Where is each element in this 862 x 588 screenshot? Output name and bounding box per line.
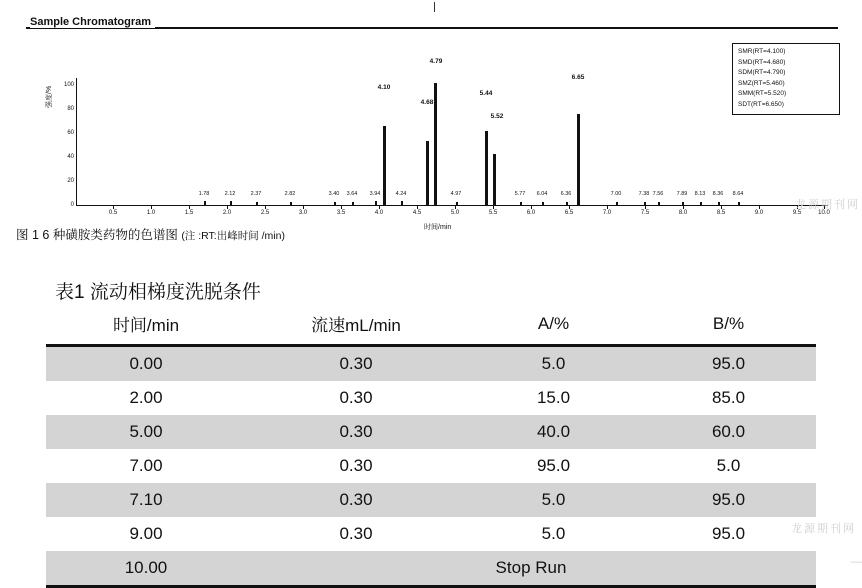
table-row-stop-run bbox=[46, 551, 816, 587]
x-tick: 3.0 bbox=[298, 210, 308, 216]
minor-label: 2.82 bbox=[284, 191, 296, 197]
x-tick: 3.5 bbox=[336, 210, 346, 216]
cell-flow: 0.30 bbox=[339, 456, 373, 475]
cell-a: 5.0 bbox=[466, 346, 641, 382]
cell-flow: 0.30 bbox=[246, 483, 466, 517]
x-tick: 10.0 bbox=[818, 210, 830, 216]
peak-4-68 bbox=[426, 141, 429, 205]
cell-b: 85.0 bbox=[711, 388, 746, 407]
minor-peak bbox=[700, 202, 702, 205]
peak-label-4-10: 4.10 bbox=[377, 84, 391, 91]
watermark-lower: 龙源期刊网 bbox=[791, 523, 856, 535]
peak-area bbox=[76, 78, 828, 205]
minor-peak bbox=[644, 202, 646, 205]
cell-a: 5.0 bbox=[541, 524, 566, 543]
minor-label: 2.12 bbox=[224, 191, 236, 197]
peak-4-10 bbox=[383, 126, 386, 205]
y-tick-0: 0 bbox=[70, 202, 74, 208]
y-tick-80: 80 bbox=[67, 106, 74, 112]
table-row bbox=[46, 483, 816, 517]
x-tick: 2.0 bbox=[222, 210, 232, 216]
x-tick: 0.5 bbox=[108, 210, 118, 216]
column-header-flow: 流速mL/min bbox=[246, 306, 466, 346]
minor-label: 8.13 bbox=[694, 191, 706, 197]
peak-label-6-65: 6.65 bbox=[571, 74, 585, 81]
minor-label: 6.36 bbox=[560, 191, 572, 197]
peak-5-52 bbox=[493, 154, 496, 205]
minor-label: 7.56 bbox=[652, 191, 664, 197]
y-tick-40: 40 bbox=[67, 154, 74, 160]
table-row bbox=[46, 449, 816, 483]
x-tick: 5.0 bbox=[450, 210, 460, 216]
minor-label: 1.78 bbox=[198, 191, 210, 197]
cell-b: 95.0 bbox=[711, 524, 746, 543]
cell-b: 60.0 bbox=[641, 415, 816, 449]
y-tick-20: 20 bbox=[67, 178, 74, 184]
minor-peak bbox=[204, 201, 206, 205]
minor-peak bbox=[658, 202, 660, 205]
legend-item-smz: SMZ(RT=5.460) bbox=[738, 79, 785, 87]
gradient-elution-table bbox=[46, 306, 816, 588]
x-tick: 1.0 bbox=[146, 210, 156, 216]
table-row bbox=[46, 346, 816, 382]
column-header-a: A/% bbox=[466, 306, 641, 346]
cell-time: 7.10 bbox=[46, 483, 246, 517]
minor-peak bbox=[352, 202, 354, 205]
table-row bbox=[46, 415, 816, 449]
cell-flow: 0.30 bbox=[339, 524, 373, 543]
minor-label: 5.77 bbox=[514, 191, 526, 197]
minor-peak bbox=[456, 202, 458, 205]
peak-4-79 bbox=[434, 83, 437, 205]
minor-peak bbox=[256, 202, 258, 205]
x-tick: 7.0 bbox=[602, 210, 612, 216]
chromatogram-title: Sample Chromatogram bbox=[30, 16, 155, 28]
chromatogram-legend bbox=[732, 43, 840, 115]
minor-peak bbox=[334, 202, 336, 205]
legend-item-sdm: SDM(RT=4.790) bbox=[738, 69, 786, 76]
x-tick: 6.5 bbox=[564, 210, 574, 216]
x-tick: 6.0 bbox=[526, 210, 536, 216]
watermark-dash: — bbox=[851, 556, 862, 568]
x-axis-ticks bbox=[76, 206, 832, 220]
table-row bbox=[46, 517, 816, 551]
minor-label: 2.37 bbox=[250, 191, 262, 197]
minor-label: 4.97 bbox=[450, 191, 462, 197]
peak-label-5-52: 5.52 bbox=[490, 113, 504, 120]
cell-stop-run: Stop Run bbox=[246, 551, 816, 587]
chromatogram-plot bbox=[26, 34, 838, 231]
minor-peak bbox=[401, 201, 403, 205]
cell-time: 9.00 bbox=[129, 524, 163, 543]
minor-peak bbox=[616, 202, 618, 205]
minor-peak bbox=[682, 202, 684, 205]
minor-label: 7.38 bbox=[638, 191, 650, 197]
minor-peak bbox=[542, 202, 544, 205]
x-tick: 2.5 bbox=[260, 210, 270, 216]
cell-flow: 0.30 bbox=[339, 388, 373, 407]
page-top-tick bbox=[434, 2, 435, 12]
x-tick: 8.5 bbox=[716, 210, 726, 216]
cell-b: 5.0 bbox=[716, 456, 741, 475]
x-tick: 4.0 bbox=[374, 210, 384, 216]
cell-flow: 0.30 bbox=[246, 346, 466, 382]
legend-item-smd: SMD(RT=4.680) bbox=[738, 58, 786, 66]
cell-a: 15.0 bbox=[536, 388, 571, 407]
cell-time: 10.00 bbox=[46, 551, 246, 587]
minor-label: 8.36 bbox=[712, 191, 724, 197]
minor-peak bbox=[290, 202, 292, 205]
minor-label: 4.24 bbox=[395, 191, 407, 197]
x-tick: 9.0 bbox=[754, 210, 764, 216]
figure-caption-main: 图 1 6 种磺胺类药物的色谱图 bbox=[16, 228, 178, 242]
cell-time: 0.00 bbox=[46, 346, 246, 382]
cell-time: 5.00 bbox=[46, 415, 246, 449]
peak-6-65 bbox=[577, 114, 580, 205]
column-header-b: B/% bbox=[641, 306, 816, 346]
minor-peak bbox=[718, 202, 720, 205]
minor-peak bbox=[375, 201, 377, 205]
minor-label: 3.40 bbox=[328, 191, 340, 197]
minor-label: 8.64 bbox=[732, 191, 744, 197]
minor-peak bbox=[230, 201, 232, 205]
cell-time: 7.00 bbox=[129, 456, 163, 475]
x-tick: 7.5 bbox=[640, 210, 650, 216]
peak-label-4-79: 4.79 bbox=[429, 58, 443, 65]
watermark-upper: 龙源期刊网 bbox=[795, 199, 860, 211]
peak-5-44 bbox=[485, 131, 488, 205]
table-header-row bbox=[46, 306, 816, 346]
cell-flow: 0.30 bbox=[246, 415, 466, 449]
table-row bbox=[46, 381, 816, 415]
legend-item-smm: SMM(RT=5.520) bbox=[738, 90, 787, 97]
minor-label: 3.94 bbox=[369, 191, 381, 197]
minor-label: 6.04 bbox=[536, 191, 548, 197]
figure-caption-note: (注 :RT:出峰时间 /min) bbox=[181, 230, 285, 242]
x-tick: 8.0 bbox=[678, 210, 688, 216]
x-tick: 5.5 bbox=[488, 210, 498, 216]
minor-label: 7.89 bbox=[676, 191, 688, 197]
y-axis-label: 强度/% bbox=[46, 85, 53, 108]
cell-b: 95.0 bbox=[641, 346, 816, 382]
minor-peak bbox=[738, 202, 740, 205]
legend-item-smr: SMR(RT=4.100) bbox=[738, 48, 786, 55]
minor-peak bbox=[520, 202, 522, 205]
minor-peak bbox=[566, 202, 568, 205]
y-tick-100: 100 bbox=[63, 82, 74, 88]
x-tick: 1.5 bbox=[184, 210, 194, 216]
cell-a: 40.0 bbox=[466, 415, 641, 449]
x-tick: 4.5 bbox=[412, 210, 422, 216]
cell-b: 95.0 bbox=[641, 483, 816, 517]
legend-item-sdt: SDT(RT=6.650) bbox=[738, 100, 784, 108]
table-title: 表1 流动相梯度洗脱条件 bbox=[55, 282, 261, 303]
x-tick: 9.5 bbox=[792, 210, 802, 216]
minor-label: 7.00 bbox=[610, 191, 622, 197]
figure-caption bbox=[16, 225, 285, 243]
cell-time: 2.00 bbox=[129, 388, 163, 407]
cell-a: 5.0 bbox=[466, 483, 641, 517]
chromatogram-figure bbox=[22, 16, 840, 231]
peak-label-4-68: 4.68 bbox=[420, 99, 434, 106]
y-tick-60: 60 bbox=[67, 130, 74, 136]
y-axis-ticks bbox=[56, 82, 76, 208]
x-axis-label: 时间/min bbox=[424, 224, 452, 231]
minor-label: 3.64 bbox=[346, 191, 358, 197]
peak-label-5-44: 5.44 bbox=[479, 90, 493, 97]
column-header-time: 时间/min bbox=[46, 306, 246, 346]
cell-a: 95.0 bbox=[536, 456, 571, 475]
